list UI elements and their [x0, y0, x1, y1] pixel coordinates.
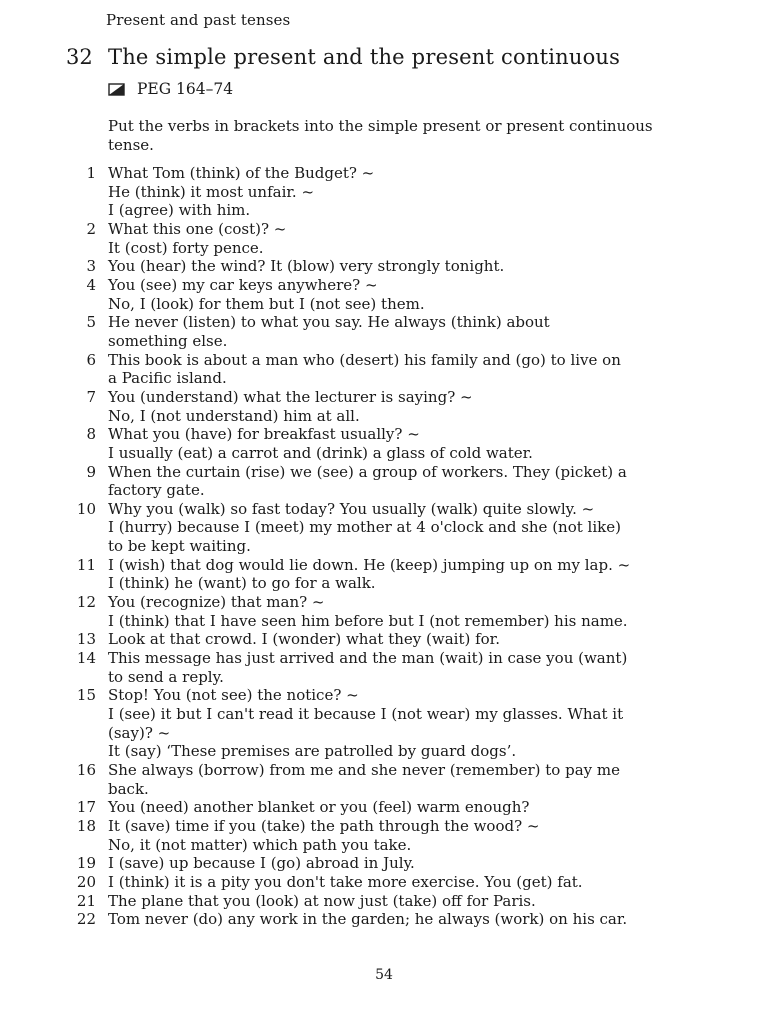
exercise-text — [108, 798, 710, 817]
exercise-item — [60, 817, 710, 854]
exercise-number: 17 — [76, 798, 96, 817]
exercise-line: You (recognize) that man? ~ — [108, 593, 325, 612]
exercise-line: to be kept waiting. — [108, 537, 251, 556]
exercise-item — [60, 686, 710, 761]
exercise-text — [108, 463, 710, 500]
exercise-item — [60, 500, 710, 556]
exercise-line: a Pacific island. — [108, 369, 227, 388]
exercise-text — [108, 351, 710, 388]
exercise-line: She always (borrow) from me and she never (remember) to pay me — [108, 761, 620, 779]
exercise-line: What this one (cost)? ~ — [108, 219, 287, 238]
exercise-number: 19 — [76, 854, 96, 873]
exercise-line: I (think) it is a pity you don't take more exercise. You (get) fat. — [108, 872, 583, 891]
exercise-line: to send a reply. — [108, 667, 224, 686]
exercise-line: You (need) another blanket or you (feel) warm enough? — [108, 798, 530, 817]
exercise-line: It (save) time if you (take) the path through the wood? ~ — [108, 816, 540, 835]
exercise-item — [60, 220, 710, 257]
exercise-item — [60, 388, 710, 425]
exercise-item — [60, 556, 710, 593]
exercise-number: 15 — [76, 686, 96, 705]
exercise-number: 9 — [86, 462, 96, 481]
exercise-number: 13 — [76, 630, 96, 649]
section-number: 32 — [66, 45, 93, 69]
exercise-number: 1 — [86, 164, 96, 182]
exercise-text — [108, 220, 710, 257]
exercise-number: 20 — [76, 872, 96, 891]
exercise-text — [108, 500, 710, 556]
exercise-text — [108, 276, 710, 313]
exercise-item — [60, 313, 710, 350]
exercise-text — [108, 556, 710, 593]
exercise-line: I (hurry) because I (meet) my mother at 4 o'clock and she (not like) — [108, 518, 621, 537]
exercise-line: You (understand) what the lecturer is saying? ~ — [108, 387, 473, 406]
exercise-number: 3 — [86, 257, 96, 276]
exercise-line: What you (have) for breakfast usually? ~ — [108, 425, 420, 444]
exercise-line: He never (listen) to what you say. He always (think) about — [108, 313, 550, 332]
exercise-number: 4 — [86, 275, 96, 294]
book-icon — [108, 82, 125, 96]
exercise-line: back. — [108, 779, 149, 798]
exercise-item — [60, 351, 710, 388]
exercise-number: 5 — [86, 313, 96, 332]
exercise-line: You (hear) the wind? It (blow) very strongly tonight. — [108, 257, 505, 276]
exercise-number: 16 — [76, 761, 96, 779]
exercise-text — [108, 686, 710, 761]
exercise-text — [108, 257, 710, 276]
exercise-list — [60, 164, 710, 929]
exercise-line: This message has just arrived and the man (wait) in case you (want) — [108, 649, 628, 668]
exercise-item — [60, 593, 710, 630]
exercise-line: (say)? ~ — [108, 723, 171, 742]
exercise-item — [60, 854, 710, 873]
exercise-text — [108, 164, 710, 220]
exercise-line: No, it (not matter) which path you take. — [108, 835, 412, 854]
exercise-number: 22 — [76, 910, 96, 929]
exercise-item — [60, 257, 710, 276]
section-title: The simple present and the present continuous — [108, 45, 621, 69]
exercise-line: I usually (eat) a carrot and (drink) a glass of cold water. — [108, 443, 533, 462]
exercise-line: You (see) my car keys anywhere? ~ — [108, 275, 378, 294]
exercise-item — [60, 425, 710, 462]
exercise-line: When the curtain (rise) we (see) a group of workers. They (picket) a — [108, 462, 627, 481]
exercise-item — [60, 630, 710, 649]
exercise-number: 8 — [86, 425, 96, 444]
page-number: 54 — [375, 967, 393, 983]
exercise-line: No, I (not understand) him at all. — [108, 406, 360, 425]
exercise-item — [60, 164, 710, 220]
exercise-number: 18 — [76, 816, 96, 835]
exercise-text — [108, 873, 710, 892]
exercise-line: Why you (walk) so fast today? You usually (walk) quite slowly. ~ — [108, 499, 595, 518]
exercise-item — [60, 798, 710, 817]
exercise-line: I (think) that I have seen him before but I (not remember) his name. — [108, 611, 628, 630]
exercise-line: No, I (look) for them but I (not see) them. — [108, 294, 425, 313]
instructions: Put the verbs in brackets into the simple present or present continuous tense. — [108, 117, 653, 154]
exercise-line: I (agree) with him. — [108, 201, 251, 220]
exercise-text — [108, 854, 710, 873]
exercise-number: 10 — [76, 499, 96, 518]
running-head: Present and past tenses — [106, 11, 291, 29]
exercise-text — [108, 388, 710, 425]
exercise-number: 21 — [76, 891, 96, 910]
exercise-line: I (see) it but I can't read it because I (not wear) my glasses. What it — [108, 705, 624, 724]
exercise-item — [60, 463, 710, 500]
exercise-item — [60, 649, 710, 686]
exercise-line: What Tom (think) of the Budget? ~ — [108, 164, 375, 182]
exercise-line: I (think) he (want) to go for a walk. — [108, 574, 376, 593]
exercise-number: 11 — [76, 555, 96, 574]
exercise-text — [108, 313, 710, 350]
exercise-item — [60, 910, 710, 929]
exercise-text — [108, 425, 710, 462]
exercise-item — [60, 892, 710, 911]
exercise-text — [108, 892, 710, 911]
exercise-line: Tom never (do) any work in the garden; he always (work) on his car. — [108, 910, 628, 929]
exercise-line: It (cost) forty pence. — [108, 238, 264, 257]
exercise-text — [108, 649, 710, 686]
exercise-item — [60, 761, 710, 798]
exercise-line: I (save) up because I (go) abroad in July. — [108, 854, 415, 873]
exercise-text — [108, 593, 710, 630]
exercise-line: something else. — [108, 331, 228, 350]
exercise-text — [108, 910, 710, 929]
exercise-number: 6 — [86, 350, 96, 369]
exercise-line: factory gate. — [108, 481, 205, 500]
exercise-number: 7 — [86, 387, 96, 406]
exercise-line: I (wish) that dog would lie down. He (keep) jumping up on my lap. ~ — [108, 555, 631, 574]
exercise-number: 12 — [76, 593, 96, 612]
exercise-line: Look at that crowd. I (wonder) what they (wait) for. — [108, 630, 500, 649]
exercise-item — [60, 276, 710, 313]
exercise-line: Stop! You (not see) the notice? ~ — [108, 686, 359, 705]
exercise-text — [108, 761, 710, 798]
exercise-line: The plane that you (look) at now just (take) off for Paris. — [108, 891, 536, 910]
exercise-line: He (think) it most unfair. ~ — [108, 182, 315, 201]
exercise-number: 2 — [86, 219, 96, 238]
exercise-line: This book is about a man who (desert) his family and (go) to live on — [108, 350, 621, 369]
exercise-number: 14 — [76, 649, 96, 668]
exercise-text — [108, 630, 710, 649]
exercise-line: It (say) ‘These premises are patrolled by guard dogs’. — [108, 742, 517, 761]
reference-text: PEG 164–74 — [137, 80, 234, 98]
exercise-item — [60, 873, 710, 892]
reference-line — [108, 80, 233, 98]
exercise-text — [108, 817, 710, 854]
